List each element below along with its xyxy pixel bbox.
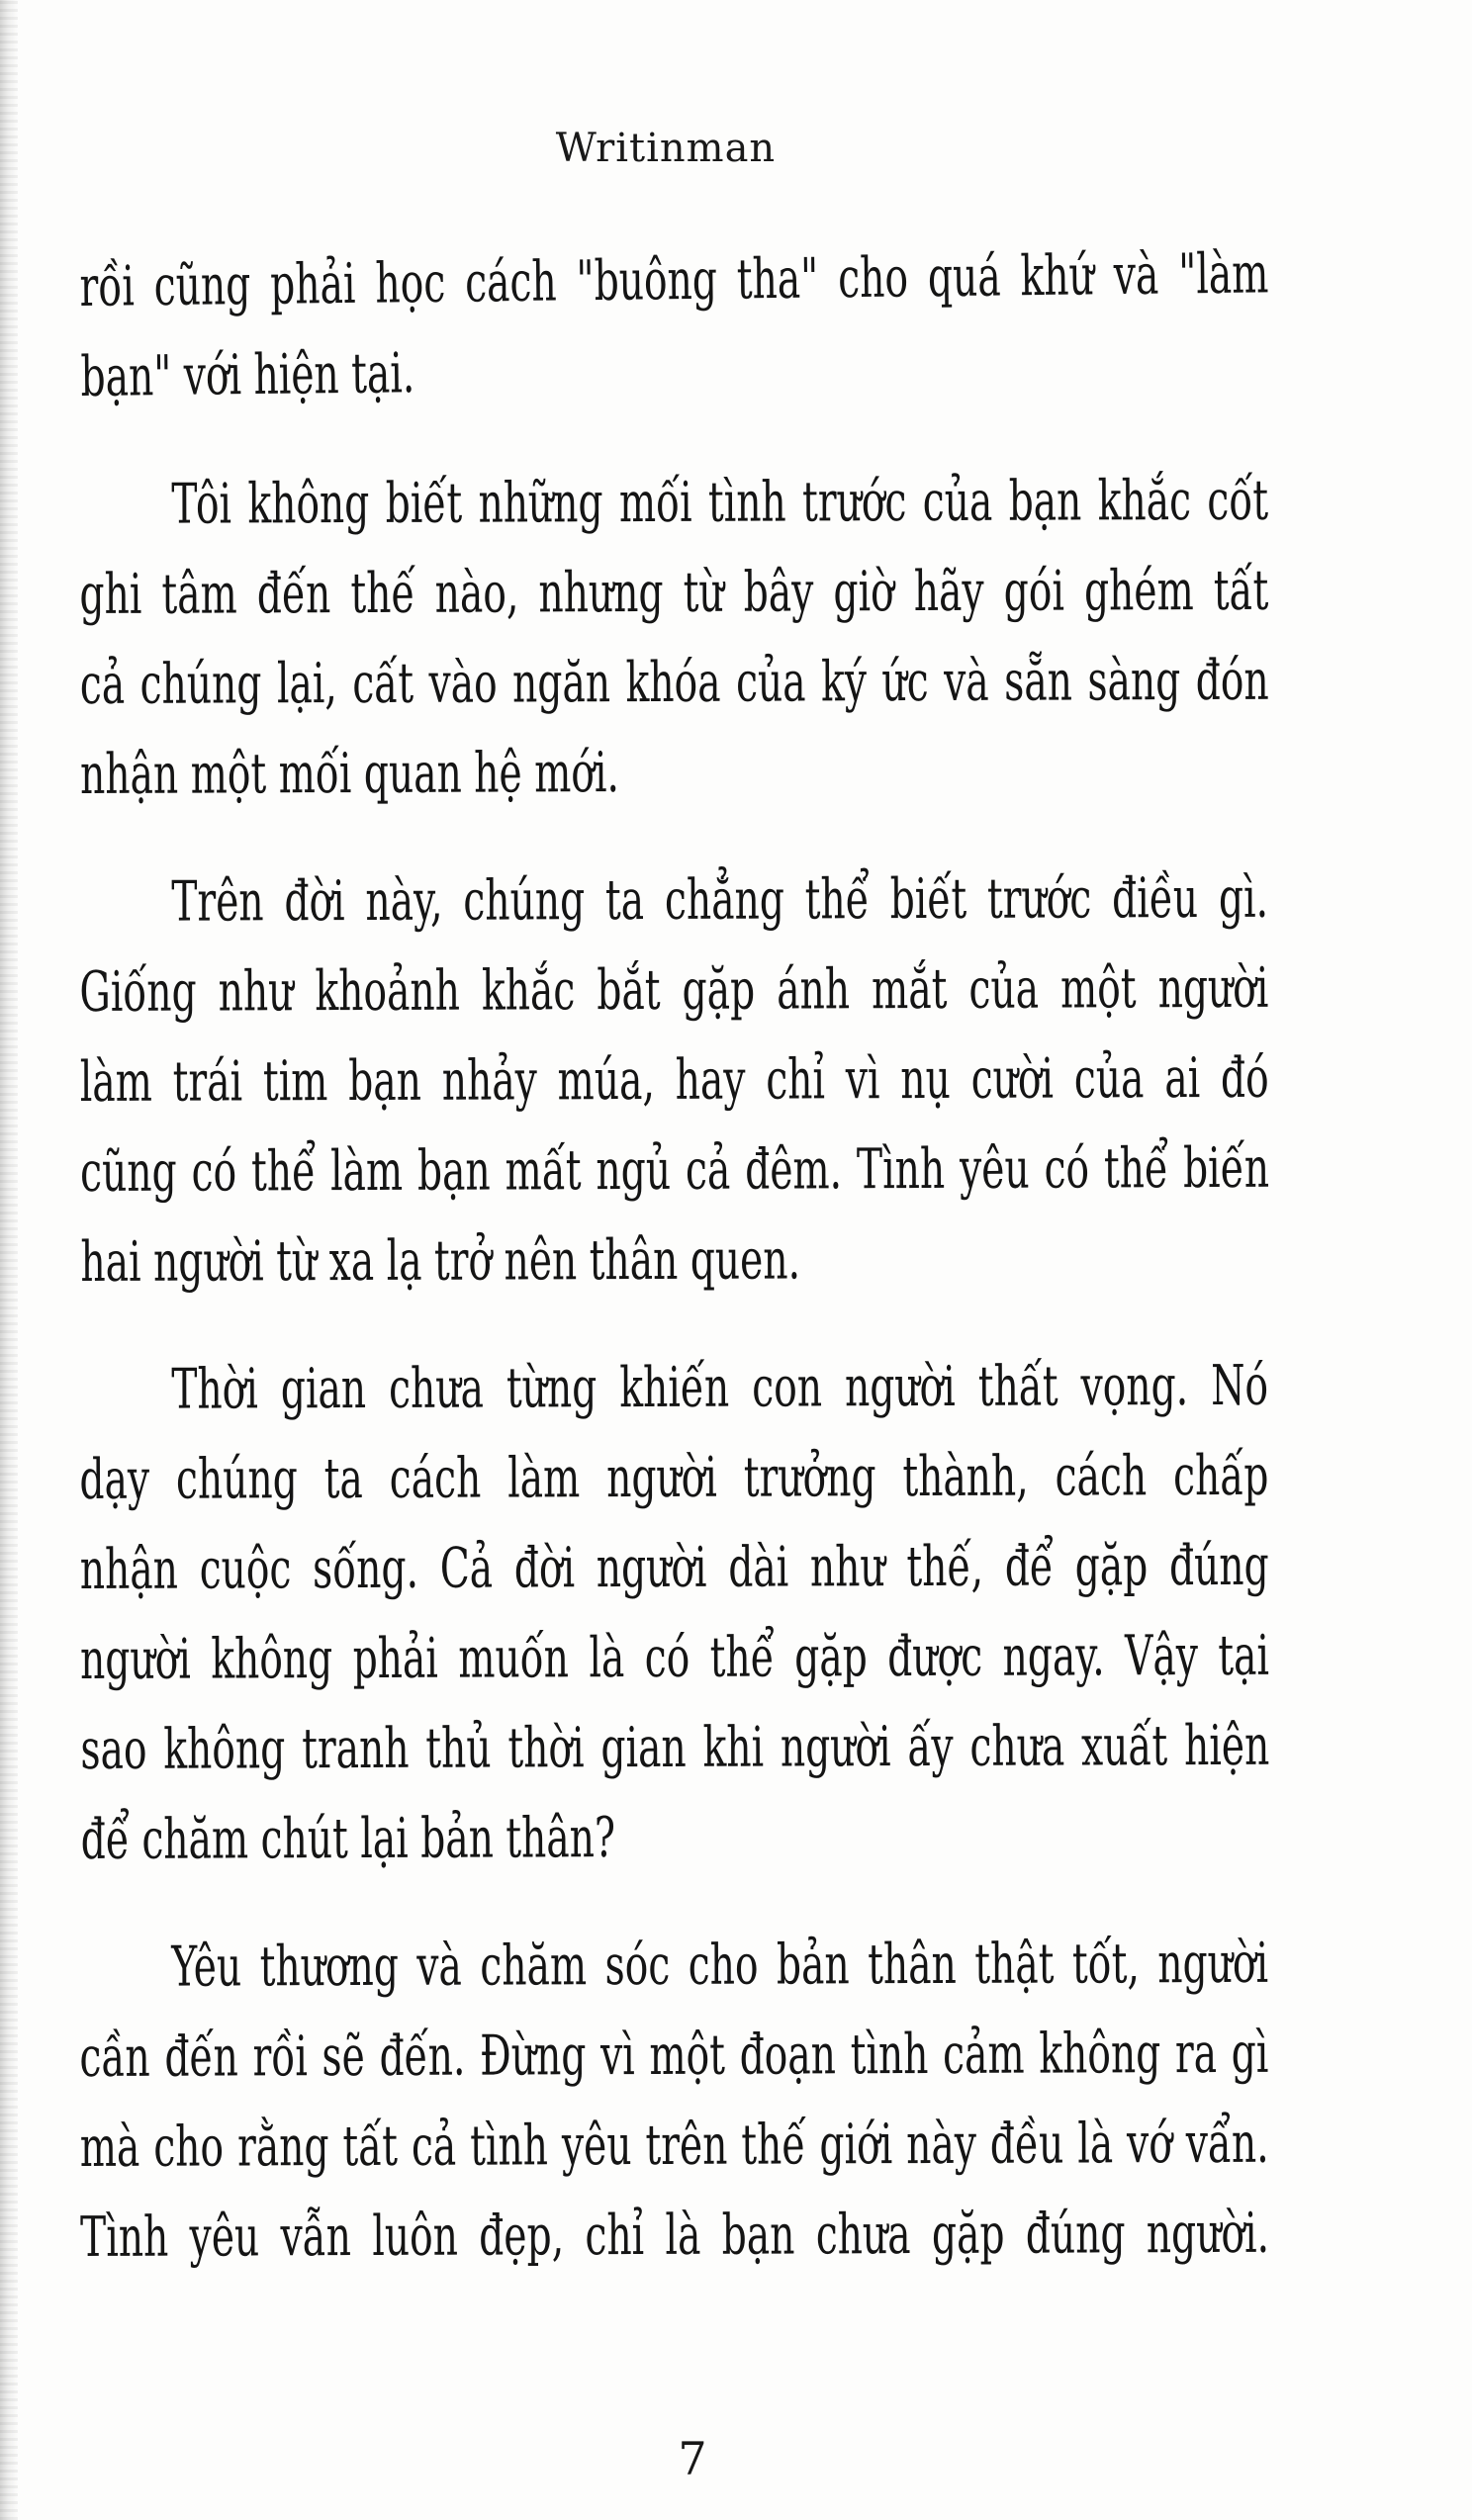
text-line: Giống như khoảnh khắc bắt gặp ánh mắt của một người <box>79 955 1269 1025</box>
paragraph-3 <box>79 854 1270 1307</box>
page-number: 7 <box>678 2432 707 2485</box>
text-line: Tôi không biết những mối tình trước của bạn khắc cốt <box>171 468 1269 537</box>
text-line: sao không tranh thủ thời gian khi người ấy chưa xuất hiện <box>80 1713 1270 1782</box>
text-line: hai người từ xa lạ trở nên thân quen. <box>80 1227 801 1295</box>
paragraph-2 <box>79 456 1269 820</box>
text-line: làm trái tim bạn nhảy múa, hay chỉ vì nụ cười của ai đó <box>79 1045 1269 1115</box>
text-line: cả chúng lại, cất vào ngăn khóa của ký ức và sẵn sàng đón <box>79 648 1269 717</box>
running-header: Writinman <box>555 126 777 171</box>
text-line: Trên đời này, chúng ta chẳng thể biết trước điều gì. <box>171 865 1269 935</box>
text-line: Tình yêu vẫn luôn đẹp, chỉ là bạn chưa gặp đúng người. <box>79 2201 1270 2270</box>
text-line: cũng có thể làm bạn mất ngủ cả đêm. Tình yêu có thể biến <box>79 1135 1270 1205</box>
text-line: để chăm chút lại bản thân? <box>80 1806 616 1872</box>
text-line: nhận một mối quan hệ mới. <box>79 741 620 807</box>
page-body <box>79 242 1268 2283</box>
text-line: Yêu thương và chăm sóc cho bản thân thật tốt, người <box>171 1931 1269 2000</box>
paragraph-4 <box>79 1341 1270 1885</box>
text-line: người không phải muốn là có thể gặp được ngay. Vậy tại <box>79 1623 1270 1692</box>
paragraph-5 <box>79 1919 1269 2283</box>
text-line: nhận cuộc sống. Cả đời người dài như thế, để gặp đúng <box>79 1533 1269 1602</box>
paragraph-1 <box>79 228 1270 422</box>
text-line: dạy chúng ta cách làm người trưởng thành, cách chấp <box>79 1443 1269 1512</box>
text-line: rồi cũng phải học cách "buông tha" cho quá khứ và "làm <box>79 241 1269 319</box>
text-line: Thời gian chưa từng khiến con người thất vọng. Nó <box>171 1353 1269 1422</box>
text-line: cần đến rồi sẽ đến. Đừng vì một đoạn tình cảm không ra gì <box>79 2021 1269 2090</box>
text-line: mà cho rằng tất cả tình yêu trên thế giới này đều là vớ vẩn. <box>79 2111 1269 2180</box>
scan-edge-shadow <box>0 0 18 2520</box>
text-line: ghi tâm đến thế nào, nhưng từ bây giờ hãy gói ghém tất <box>79 558 1269 627</box>
text-line: bạn" với hiện tại. <box>80 341 415 409</box>
